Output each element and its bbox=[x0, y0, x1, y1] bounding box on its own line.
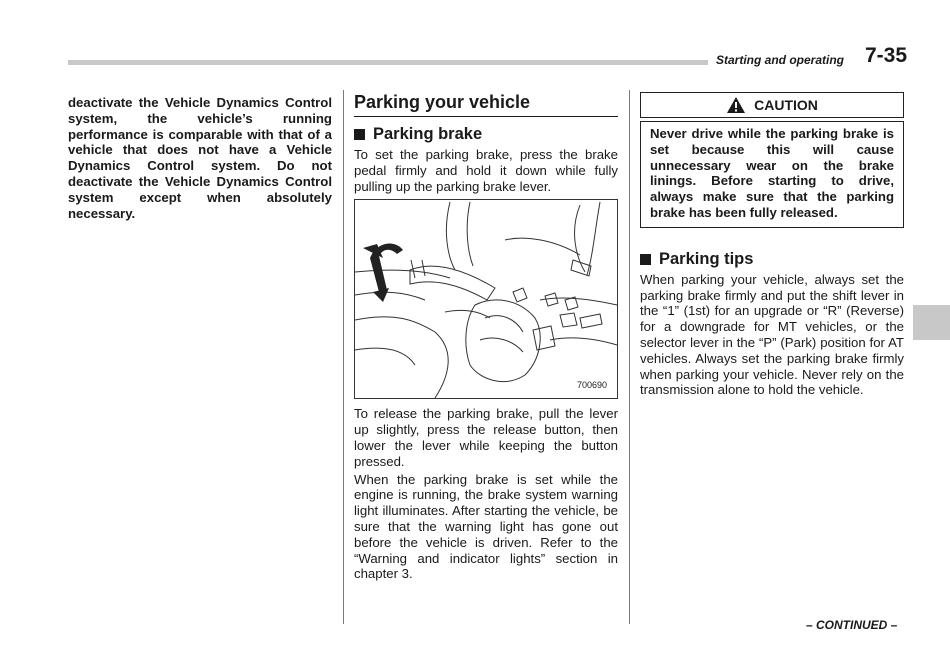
figure-code: 700690 bbox=[576, 380, 607, 391]
parking-tips-paragraph: When parking your vehicle, always set the parking brake firmly and put the shift lever in the “1” (1st) for an upgrade or “R” (Reverse) for a downgrade for MT vehicles, or the selector lever in the “P” (Park) position for AT vehicles. Always set the parking brake firmly when parking your vehicle. Never rely on the transmission alone to hold the vehicle. bbox=[640, 271, 904, 398]
header-rule bbox=[68, 60, 708, 65]
subsection-heading-parking-tips bbox=[640, 250, 904, 269]
parking-brake-illustration bbox=[354, 199, 618, 399]
column-1 bbox=[68, 95, 332, 221]
parking-brake-lever-drawing bbox=[355, 200, 617, 398]
column-divider-2 bbox=[629, 90, 630, 624]
header-section-title: Starting and operating bbox=[716, 53, 845, 67]
release-brake-paragraph: To release the parking brake, pull the lever up slightly, press the release button, then lower the lever while keeping the button pressed. bbox=[354, 406, 618, 469]
caution-text: Never drive while the parking brake is set because this will cause unnecessary wear on the brake linings. Before starting to drive, always make sure that the parking brake has been fully released. bbox=[640, 121, 904, 228]
tips-title: Parking tips bbox=[659, 249, 754, 268]
square-bullet-icon bbox=[354, 129, 365, 140]
subsection-heading-parking-brake bbox=[354, 125, 618, 144]
column-2 bbox=[354, 92, 618, 584]
continued-label: – CONTINUED – bbox=[806, 618, 898, 632]
thumb-index-tab bbox=[913, 305, 950, 340]
warning-light-paragraph: When the parking brake is set while the engine is running, the brake system warning light illuminates. After starting the vehicle, be sure that the warning light has gone out before the vehicle is driven. Refer to the “Warning and indicator lights” section in chapter 3. bbox=[354, 471, 618, 582]
warning-triangle-icon bbox=[726, 96, 746, 114]
column-divider-1 bbox=[343, 90, 344, 624]
caution-header bbox=[640, 92, 904, 118]
vdc-continued-text: deactivate the Vehicle Dynamics Control system, the vehicle’s running performance is comparable with that of a vehicle that does not have a Vehicle Dynamics Control system. Do not deactivate the Vehicle Dynamics Control system except when absolutely necessary. bbox=[68, 95, 332, 221]
square-bullet-icon bbox=[640, 254, 651, 265]
subsection-title: Parking brake bbox=[373, 125, 483, 143]
column-3 bbox=[640, 92, 904, 400]
set-brake-paragraph: To set the parking brake, press the brake pedal firmly and hold it down while fully pulling up the parking brake lever. bbox=[354, 147, 618, 194]
caution-label: CAUTION bbox=[754, 97, 818, 113]
page-number: 7-35 bbox=[865, 44, 908, 67]
section-title: Parking your vehicle bbox=[354, 92, 618, 117]
